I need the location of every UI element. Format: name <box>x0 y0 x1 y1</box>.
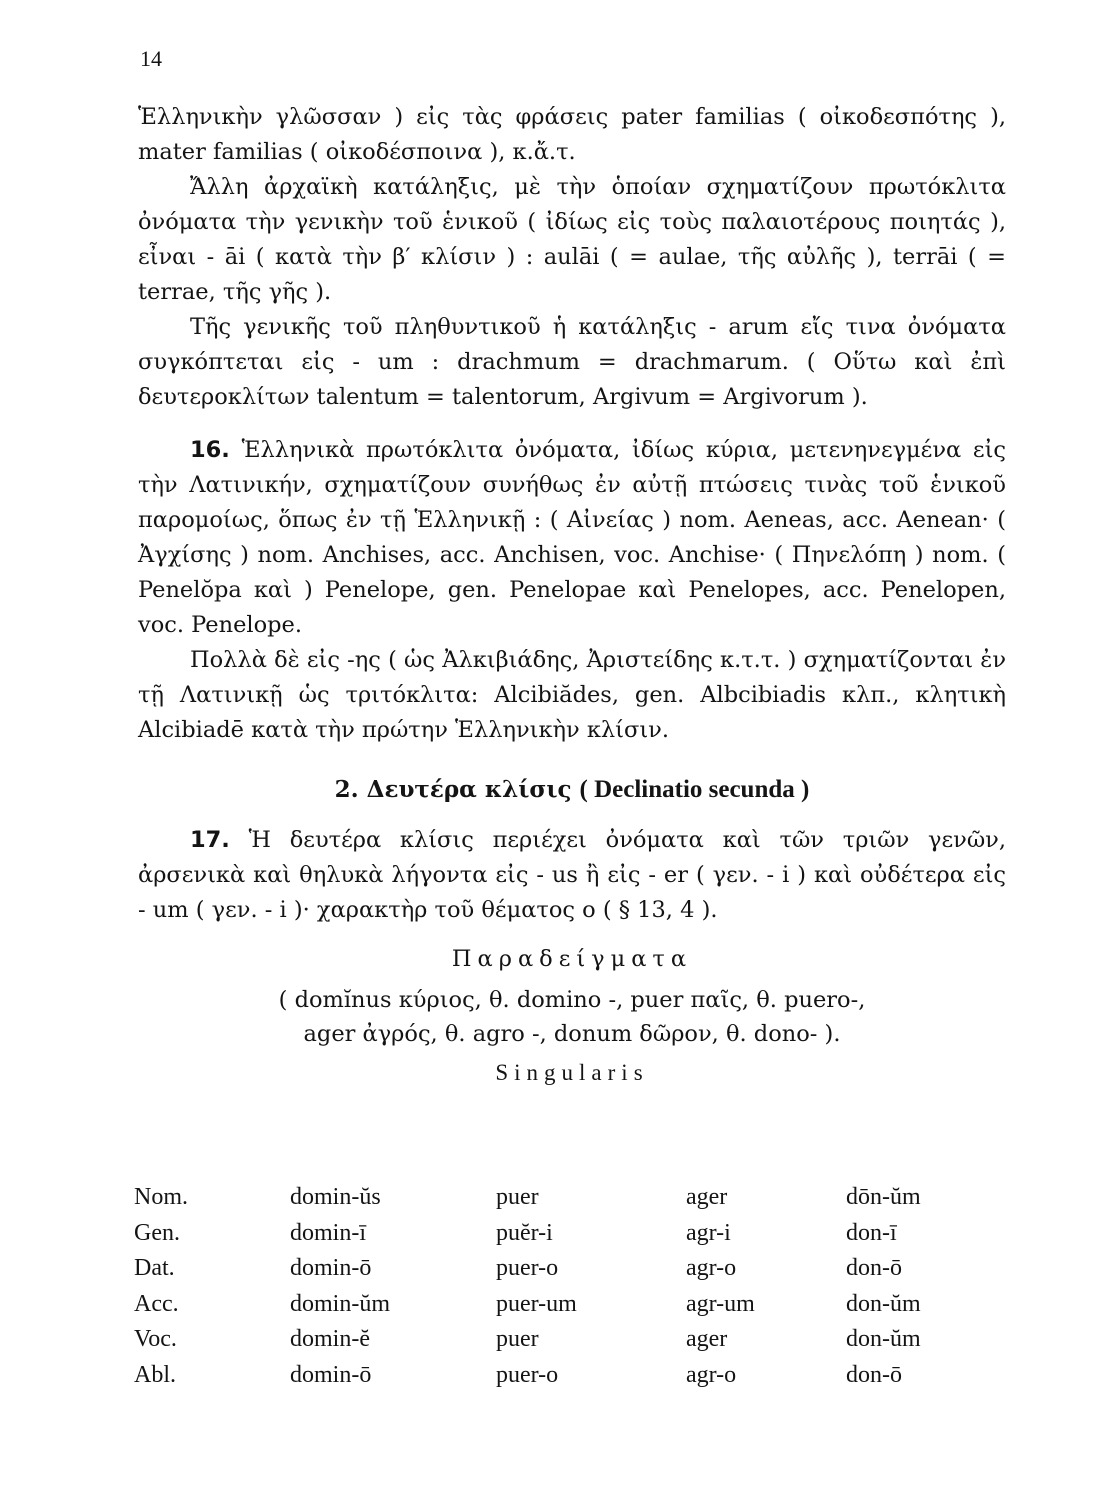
table-cell: don-ō <box>846 1361 902 1388</box>
table-row <box>134 1287 996 1323</box>
paragraph-continuation: Ἑλληνικὴν γλῶσσαν ) εἰς τὰς φράσεις pater familias ( οἰκοδεσπότης ), mater familias ( οἰκοδέσποινα ), κ.ἄ.τ. <box>138 104 1006 165</box>
table-cell: agr-o <box>686 1361 737 1388</box>
table-cell: agr-o <box>686 1255 737 1282</box>
table-cell: ager <box>686 1184 728 1211</box>
table-cell: ager <box>686 1326 728 1353</box>
section-heading <box>138 772 1006 807</box>
table-cell: don-ō <box>846 1255 902 1282</box>
table-cell: puer-o <box>496 1361 559 1388</box>
case-label: Acc. <box>134 1290 179 1317</box>
paradigmata-title: Παραδείγματα <box>451 946 693 972</box>
examples-line-1: ( domĭnus κύριος, θ. domino -, puer παῖς, θ. puero-, <box>278 987 866 1013</box>
paragraph-archaic-ending: Ἄλλη ἀρχαϊκὴ κατάληξις, μὲ τὴν ὁποίαν σχηματίζουν πρωτόκλιτα ὀνόματα τὴν γενικὴν τοῦ ἑνικοῦ ( ἰδίως εἰς τοὺς παλαιοτέρους ποιητάς ), εἶναι - āi ( κατὰ τὴν β′ κλίσιν ) : aulāi ( = aulae, τῆς αὐλῆς ), terrāi ( = terrae, τῆς γῆς ). <box>138 174 1006 305</box>
table-row <box>134 1322 996 1358</box>
singularis-title: Singularis <box>495 1060 649 1085</box>
paradigm-examples <box>138 983 1006 1051</box>
table-cell: puer-um <box>496 1290 577 1317</box>
case-label: Abl. <box>134 1361 176 1388</box>
table-cell: agr-i <box>686 1219 731 1246</box>
page-number: 14 <box>140 46 162 71</box>
section-16-text: Ἑλληνικὰ πρωτόκλιτα ὀνόματα, ἰδίως κύρια, μετενηνεγμένα εἰς τὴν Λατινικήν, σχηματίζουν συνήθως ἐν αὐτῇ πτώσεις τινὰς τοῦ ἑνικοῦ παρομοίως, ὅπως ἐν τῇ Ἑλληνικῇ : ( Αἰνείας ) nom. Aeneas, acc. Aenean· ( Ἀγχίσης ) nom. Anchises, acc. Anchisen, voc. Anchise· ( Πηνελόπη ) nom. ( Penelŏpa καὶ ) Penelope, gen. Penelopae καὶ Penelopes, acc. Penelopen, voc. Penelope. <box>138 437 1007 638</box>
declension-table <box>134 1180 996 1393</box>
table-cell: agr-um <box>686 1290 755 1317</box>
table-cell: don-ī <box>846 1219 897 1246</box>
table-cell: domin-ĕ <box>290 1326 370 1353</box>
section-16-number: 16. <box>190 437 230 463</box>
table-cell: don-ŭm <box>846 1326 921 1353</box>
section-17-number: 17. <box>190 827 230 853</box>
page-body <box>138 100 1006 1090</box>
table-cell: domin-ŭm <box>290 1290 390 1317</box>
heading-latin: ( Declinatio secunda ) <box>579 776 810 803</box>
heading-greek: 2. Δευτέρα κλίσις <box>334 776 572 803</box>
section-17 <box>138 823 1006 928</box>
table-row <box>134 1216 996 1252</box>
table-cell: domin-ō <box>290 1361 372 1388</box>
case-label: Dat. <box>134 1255 175 1282</box>
table-cell: don-ŭm <box>846 1290 921 1317</box>
table-cell: puer <box>496 1184 539 1211</box>
table-cell: puer <box>496 1326 539 1353</box>
table-cell: puĕr-i <box>496 1219 553 1246</box>
table-row <box>134 1358 996 1394</box>
table-cell: puer-o <box>496 1255 559 1282</box>
paragraph-third-declension-names: Πολλὰ δὲ εἰς -ης ( ὡς Ἀλκιβιάδης, Ἀριστείδης κ.τ.τ. ) σχηματίζονται ἐν τῇ Λατινικῇ ὡς τριτόκλιτα: Alcibiădes, gen. Albcibiadis κλπ., κλητικὴ Alcibiadē κατὰ τὴν πρώτην Ἑλληνικὴν κλίσιν. <box>138 647 1006 743</box>
section-17-text: Ἡ δευτέρα κλίσις περιέχει ὀνόματα καὶ τῶν τριῶν γενῶν, ἀρσενικὰ καὶ θηλυκὰ λήγοντα εἰς - us ἢ εἰς - er ( γεν. - i ) καὶ οὐδέτερα εἰς - um ( γεν. - i )· χαρακτὴρ τοῦ θέματος ο ( § 13, 4 ). <box>138 827 1006 923</box>
table-cell: domin-ī <box>290 1219 366 1246</box>
section-16 <box>138 433 1006 643</box>
table-cell: domin-ŭs <box>290 1184 381 1211</box>
table-cell: domin-ō <box>290 1255 372 1282</box>
case-label: Gen. <box>134 1219 180 1246</box>
table-row <box>134 1251 996 1287</box>
table-cell: dōn-ŭm <box>846 1184 921 1211</box>
paragraph-genitive-plural: Τῆς γενικῆς τοῦ πληθυντικοῦ ἡ κατάληξις - arum εἴς τινα ὀνόματα συγκόπτεται εἰς - um : drachmum = drachmarum. ( Οὕτω καὶ ἐπὶ δευτεροκλίτων talentum = talentorum, Argivum = Argivorum ). <box>138 314 1006 410</box>
examples-line-2: ager ἀγρός, θ. agro -, donum δῶρον, θ. dono- ). <box>303 1021 841 1047</box>
table-row <box>134 1180 996 1216</box>
case-label: Voc. <box>134 1326 177 1353</box>
case-label: Nom. <box>134 1184 188 1211</box>
